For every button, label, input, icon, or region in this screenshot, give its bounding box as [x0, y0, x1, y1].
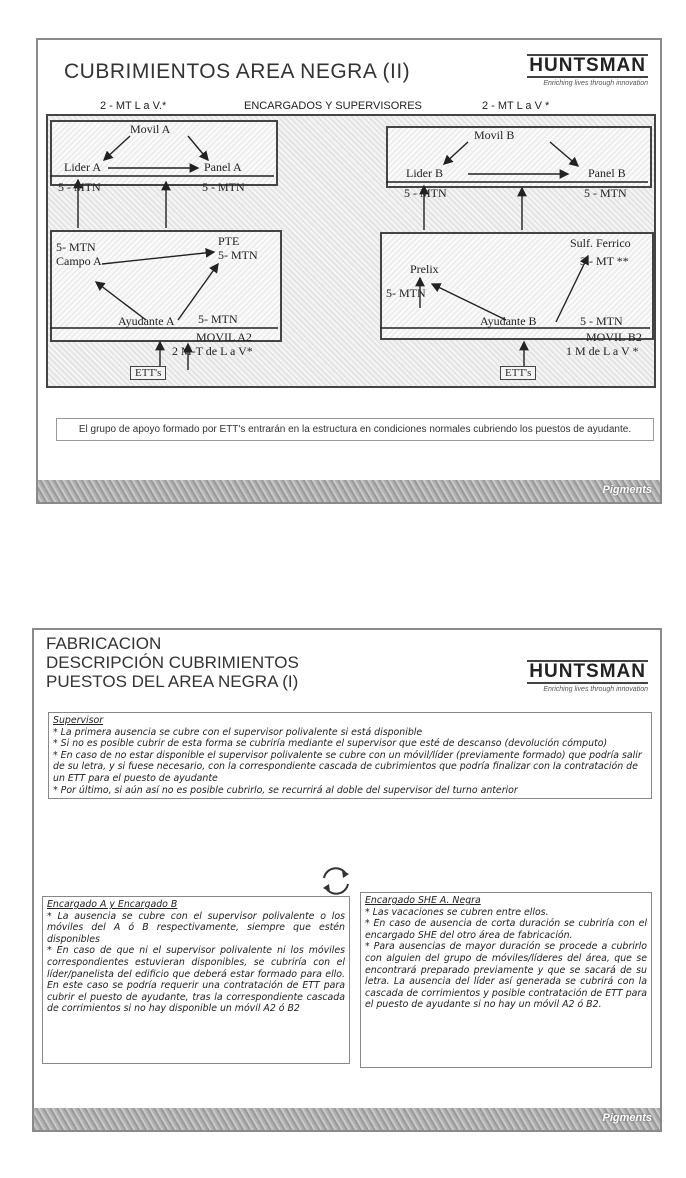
movil-b2-label: MOVIL B2: [586, 330, 642, 344]
header-right-schedule: 2 - MT L a V *: [482, 100, 550, 112]
supervisor-heading: Supervisor: [53, 715, 104, 726]
movil-a2-schedule: 2 M-T de L a V*: [172, 344, 253, 358]
encargado-she-box: [360, 892, 652, 1068]
supervisor-box: [48, 712, 652, 799]
supervisor-line: * En caso de no estar disponible el supervisor polivalente se cubre con un móvil/líder (previamente formado) que podría salir de su letra, y si fuese necesario, con la correspondiente cascada de cubrimientos que podría finalizar con la contratación de un ETT para el puesto de ayudante: [53, 749, 642, 784]
lider-b-mtn: 5 - MTN: [404, 186, 447, 200]
movil-a2-label: MOVIL A2: [196, 330, 252, 344]
supervisor-line: * Si no es posible cubrir de esta forma se cubriría mediante el supervisor que esté de descanso (devolución cómputo): [53, 738, 608, 750]
slide-descripcion-cubrimientos: [32, 628, 662, 1132]
encargado-she-line: * En caso de ausencia de corta duración se cubriría con el encargado SHE del otro área de fabricación.: [365, 918, 647, 941]
org-diagram: [46, 114, 656, 388]
huntsman-logo: [527, 54, 648, 87]
encargado-she-line: * Para ausencias de mayor duración se procede a cubrirlo con alguien del grupo de móviles/líderes del área, que se encontrará preparado previamente y que se sacará de su letra. La ausencia del líder así generada se cubrirá con la cascada de corrimientos y posible contratación de ETT para el puesto de ayudante si no hay un móvil A2 ó B2.: [365, 941, 647, 1011]
encargado-she-line: * Las vacaciones se cubren entre ellos.: [365, 906, 549, 918]
footer-pigments: Pigments: [602, 1112, 652, 1124]
panel-a-mtn: 5 - MTN: [202, 180, 245, 194]
prelix-mtn: 5- MTN: [386, 286, 426, 300]
ett-left-label: ETT's: [130, 366, 166, 380]
diagram-arrows: [48, 116, 654, 386]
logo-brand: HUNTSMAN: [529, 661, 646, 682]
encargado-she-heading: Encargado SHE A. Negra: [365, 895, 481, 906]
panel-a-label: Panel A: [204, 160, 242, 174]
lider-a-mtn: 5 - MTN: [58, 180, 101, 194]
footer-pigments: Pigments: [602, 484, 652, 496]
encargado-ab-line: * La ausencia se cubre con el supervisor polivalente o los móviles del A ó B respectivamente, siempre que estén disponibles: [47, 910, 345, 945]
encargado-ab-line: * En caso de que ni el supervisor polivalente ni los móviles correspondientes estuvieran disponibles, se cubriría con el líder/panelista del edificio que deberá estar formado para ello. En este caso se podría requerir una contratación de ETT para cubrir el puesto de ayudante, tras la correspondiente cascada de corrimientos si no hay disponible un móvil A2 ó B2: [47, 945, 345, 1015]
logo-tagline: Enriching lives through innovation: [543, 686, 648, 693]
huntsman-logo: [527, 660, 648, 693]
ayudante-a-mtn: 5- MTN: [198, 312, 238, 326]
supervisor-line: * La primera ausencia se cubre con el supervisor polivalente si está disponible: [53, 726, 423, 738]
encargado-ab-box: [42, 896, 350, 1064]
logo-brand: HUNTSMAN: [529, 55, 646, 76]
ayudante-a-label: Ayudante A: [118, 314, 175, 328]
pte-mtn: 5- MTN: [218, 248, 258, 262]
ayudante-b-label: Ayudante B: [480, 314, 537, 328]
encargado-ab-heading: Encargado A y Encargado B: [47, 899, 178, 910]
supervisor-line: * Por último, si aún así no es posible cubrirlo, se recurrirá al doble del supervisor del turno anterior: [53, 784, 518, 796]
campo-a-label: Campo A: [56, 254, 102, 268]
support-group-note: El grupo de apoyo formado por ETT's entrarán en la estructura en condiciones normales cubriendo los puestos de ayudante.: [56, 418, 654, 441]
lider-b-label: Lider B: [406, 166, 443, 180]
movil-a-label: Movil A: [130, 122, 171, 136]
slide-title: CUBRIMIENTOS AREA NEGRA (II): [64, 60, 411, 83]
pte-label: PTE: [218, 234, 240, 248]
title-line-2: DESCRIPCIÓN CUBRIMIENTOS: [46, 653, 299, 672]
lider-a-label: Lider A: [64, 160, 101, 174]
movil-b-label: Movil B: [474, 128, 515, 142]
ett-right-label: ETT's: [500, 366, 536, 380]
sulf-ferrico-label: Sulf. Ferrico: [570, 236, 631, 250]
ayudante-b-mtn: 5 - MTN: [580, 314, 623, 328]
panel-b-label: Panel B: [588, 166, 626, 180]
movil-b2-schedule: 1 M de L a V *: [566, 344, 639, 358]
title-line-3: PUESTOS DEL AREA NEGRA (I): [46, 672, 299, 691]
campo-a-mtn: 5- MTN: [56, 240, 96, 254]
slide-footer: [38, 480, 660, 502]
header-center-label: ENCARGADOS Y SUPERVISORES: [244, 100, 422, 112]
slide-title: [46, 634, 299, 691]
slide-cubrimientos-area-negra-ii: [36, 38, 662, 504]
cycle-arrows-icon: [318, 864, 354, 898]
sulf-ferrico-mt: 3 - MT **: [580, 254, 629, 268]
header-left-schedule: 2 - MT L a V.*: [100, 100, 167, 112]
slide-footer: [34, 1108, 660, 1130]
title-line-1: FABRICACION: [46, 634, 162, 653]
prelix-label: Prelix: [410, 262, 439, 276]
logo-tagline: Enriching lives through innovation: [543, 80, 648, 87]
panel-b-mtn: 5 - MTN: [584, 186, 627, 200]
